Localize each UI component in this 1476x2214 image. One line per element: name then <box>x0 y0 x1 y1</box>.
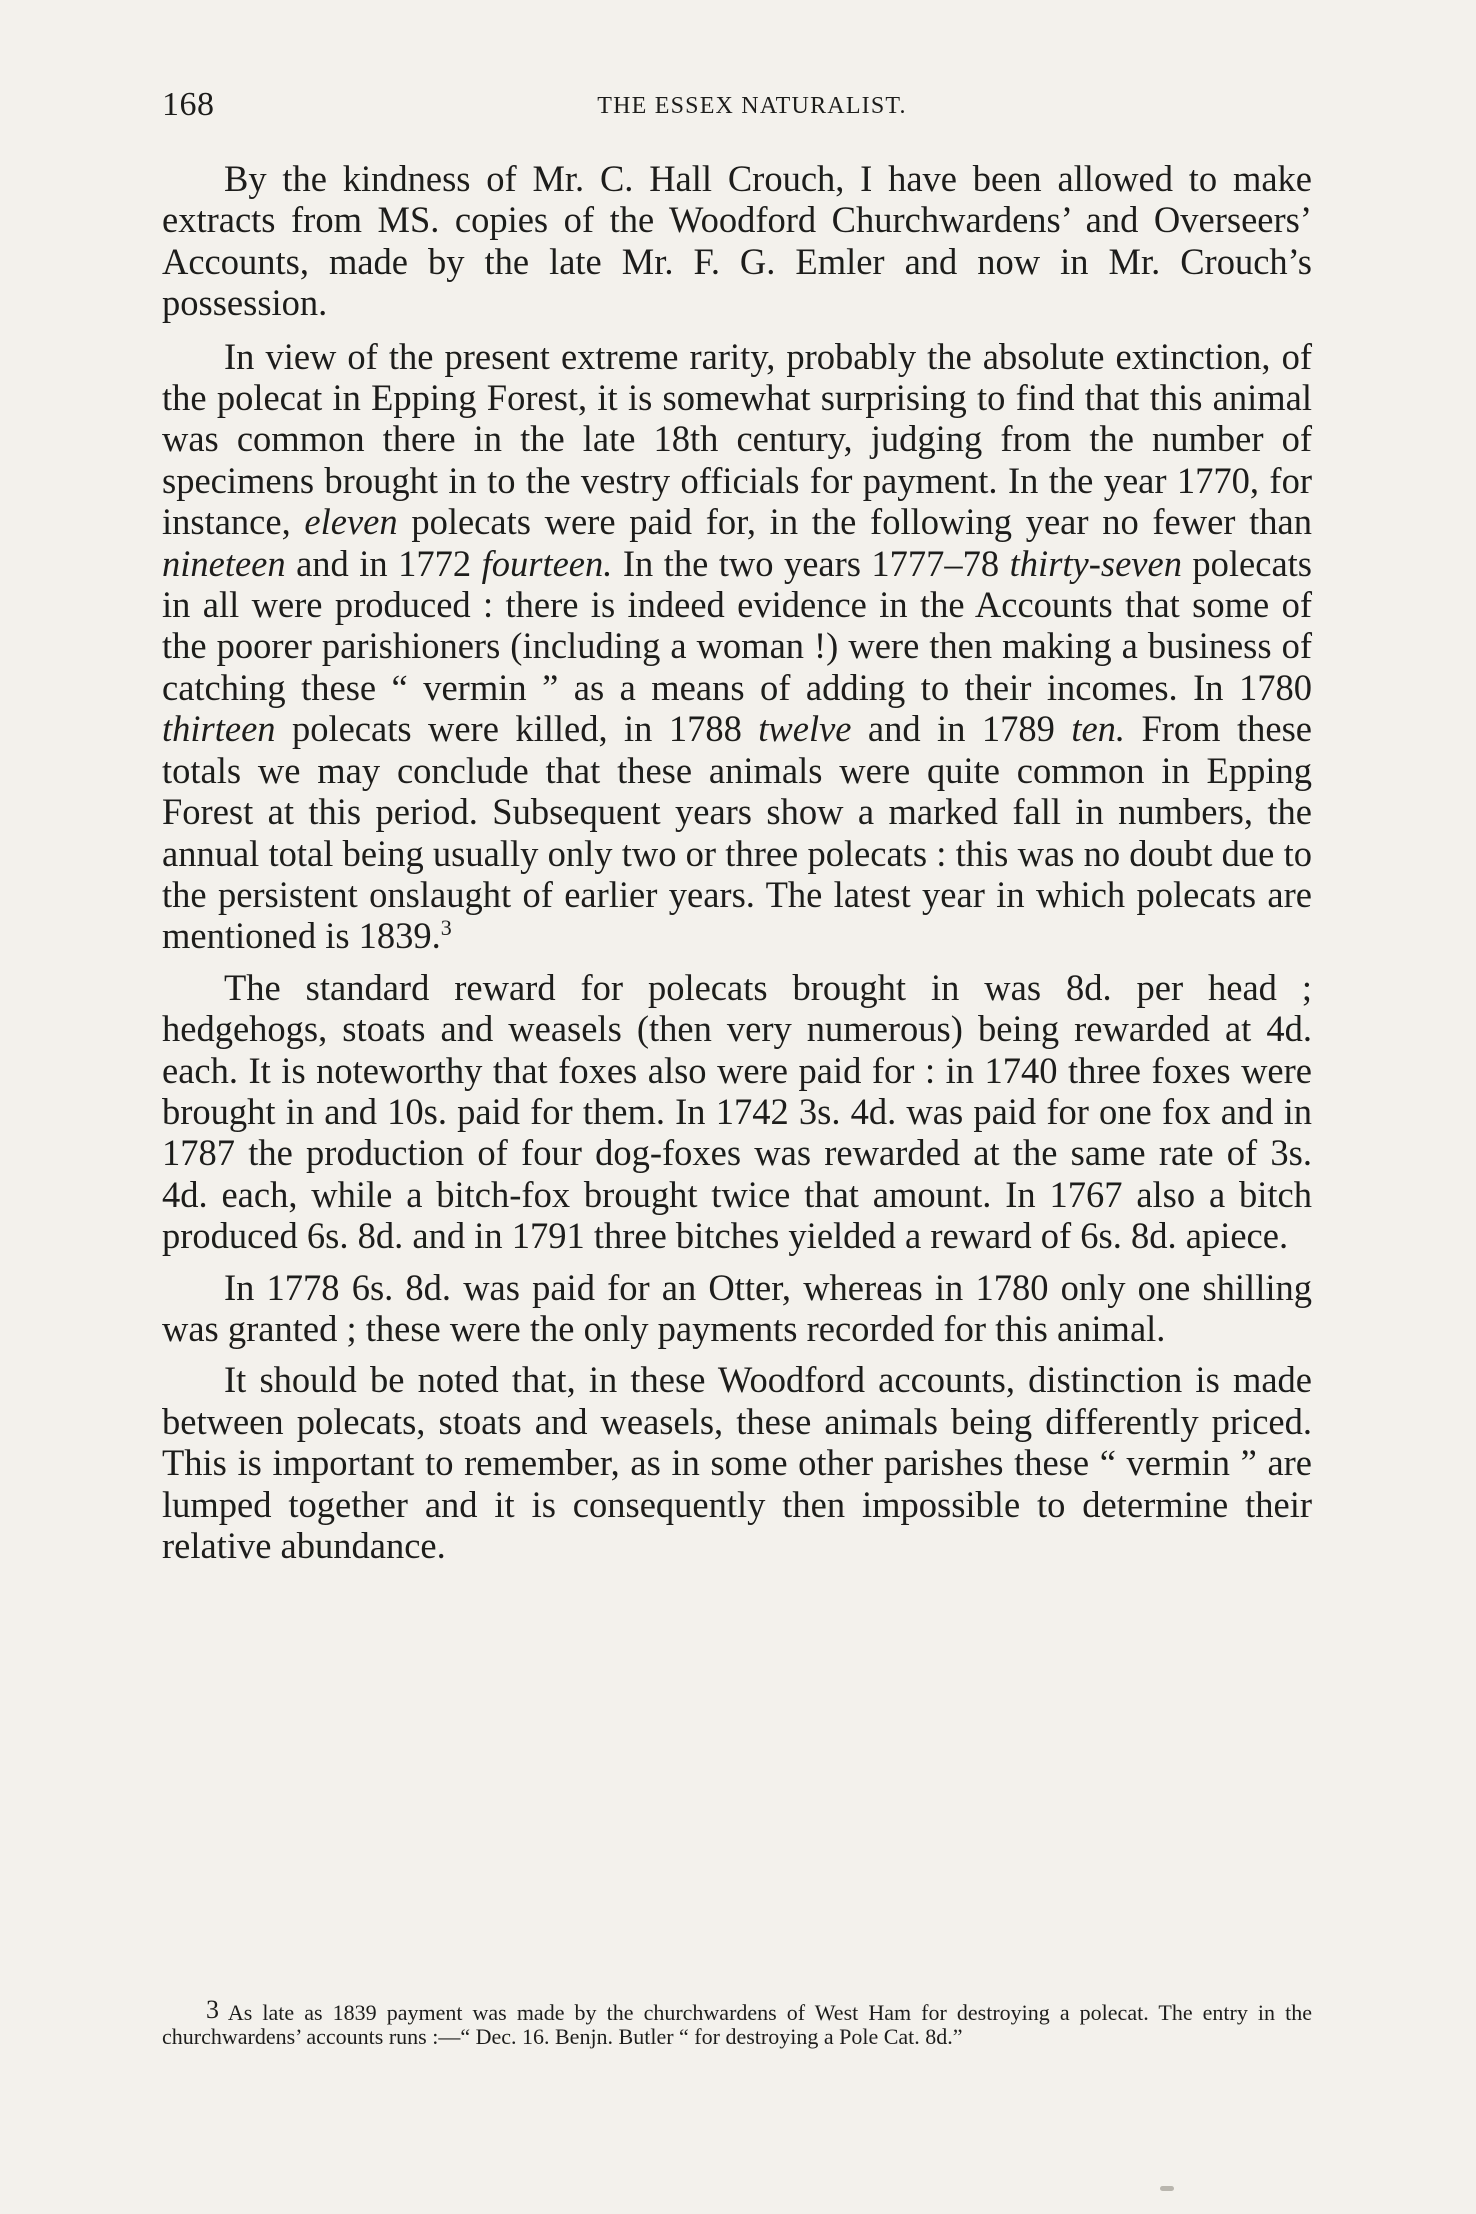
print-speck <box>1160 2186 1174 2191</box>
page-number: 168 <box>162 86 215 123</box>
text-run: polecats were paid for, in the following year no fewer than <box>397 501 1313 543</box>
text-run: and in 1772 <box>285 542 482 584</box>
running-head <box>162 86 1312 126</box>
italic-text: ten. <box>1071 708 1126 750</box>
text-run: By the kindness of Mr. C. Hall Crouch, I have been allowed to make extracts from MS. copies of the Woodford Churchwardens’ and Overseers’ Accounts, made by the late Mr. F. G. Emler and now in Mr. Crouch’s possession. <box>162 158 1312 324</box>
text-run: and in 1789 <box>851 708 1072 750</box>
italic-text: thirteen <box>162 708 276 750</box>
footnote-mark: 3 <box>206 1995 219 2024</box>
footnote-reference: 3 <box>440 915 452 941</box>
italic-text: twelve <box>758 708 852 750</box>
text-run: polecats in all were produced : there is indeed evidence in the Accounts that some of the poorer parishioners (including a woman !) were then making a business of catching these “ vermin ” as a means of adding to their incomes. In 1780 <box>162 542 1313 708</box>
journal-title: THE ESSEX NATURALIST. <box>597 93 907 119</box>
footnote <box>162 1995 1312 2049</box>
footnote-text: As late as 1839 payment was made by the churchwardens of West Ham for destroying a polecat. The entry in the churchwardens’ accounts runs :—“ Dec. 16. Benjn. Butler “ for destroying a Pole Cat. 8d.” <box>162 2000 1312 2049</box>
text-run: In 1778 6s. 8d. was paid for an Otter, whereas in 1780 only one shilling was granted ; these were the only payments recorded for this animal. <box>162 1266 1312 1349</box>
text-run: In view of the present extreme rarity, probably the absolute extinction, of the polecat in Epping Forest, it is somewhat surprising to find that this animal was common there in the late 18th century, judging from the number of specimens brought in to the vestry officials for payment. In the year 1770, for instance, <box>162 335 1312 543</box>
text-run: It should be noted that, in these Woodford accounts, distinction is made between polecats, stoats and weasels, these animals being differently priced. This is important to remember, as in some other parishes these “ vermin ” are lumped together and it is consequently then impossible to determine their relative abundance. <box>162 1359 1312 1566</box>
text-run: The standard reward for polecats brought in was 8d. per head ; hedgehogs, stoats and weasels (then very numerous) being rewarded at 4d. each. It is noteworthy that foxes also were paid for : in 1740 three foxes were brought in and 10s. paid for them. In 1742 3s. 4d. was paid for one fox and in 1787 the production of four dog-foxes was rewarded at the same rate of 3s. 4d. each, while a bitch-fox brought twice that amount. In 1767 also a bitch produced 6s. 8d. and in 1791 three bitches yielded a reward of 6s. 8d. apiece. <box>162 966 1312 1257</box>
text-run: polecats were killed, in 1788 <box>275 708 759 750</box>
paragraph <box>162 336 1312 957</box>
italic-text: fourteen. <box>481 542 613 584</box>
paragraph <box>162 1267 1312 1350</box>
paragraph <box>162 1359 1312 1566</box>
text-run: From these totals we may conclude that these animals were quite common in Epping Forest at this period. Subsequent years show a marked fall in numbers, the annual total being usually only two or three polecats : this was no doubt due to the persistent onslaught of earlier years. The latest year in which polecats are mentioned is 1839. <box>162 708 1313 957</box>
paragraph <box>162 967 1312 1257</box>
italic-text: nineteen <box>162 542 286 584</box>
italic-text: thirty-seven <box>1009 542 1182 584</box>
body-text <box>162 158 1312 1576</box>
text-run: In the two years 1777–78 <box>612 542 1010 584</box>
italic-text: eleven <box>304 501 398 543</box>
paragraph <box>162 158 1312 324</box>
